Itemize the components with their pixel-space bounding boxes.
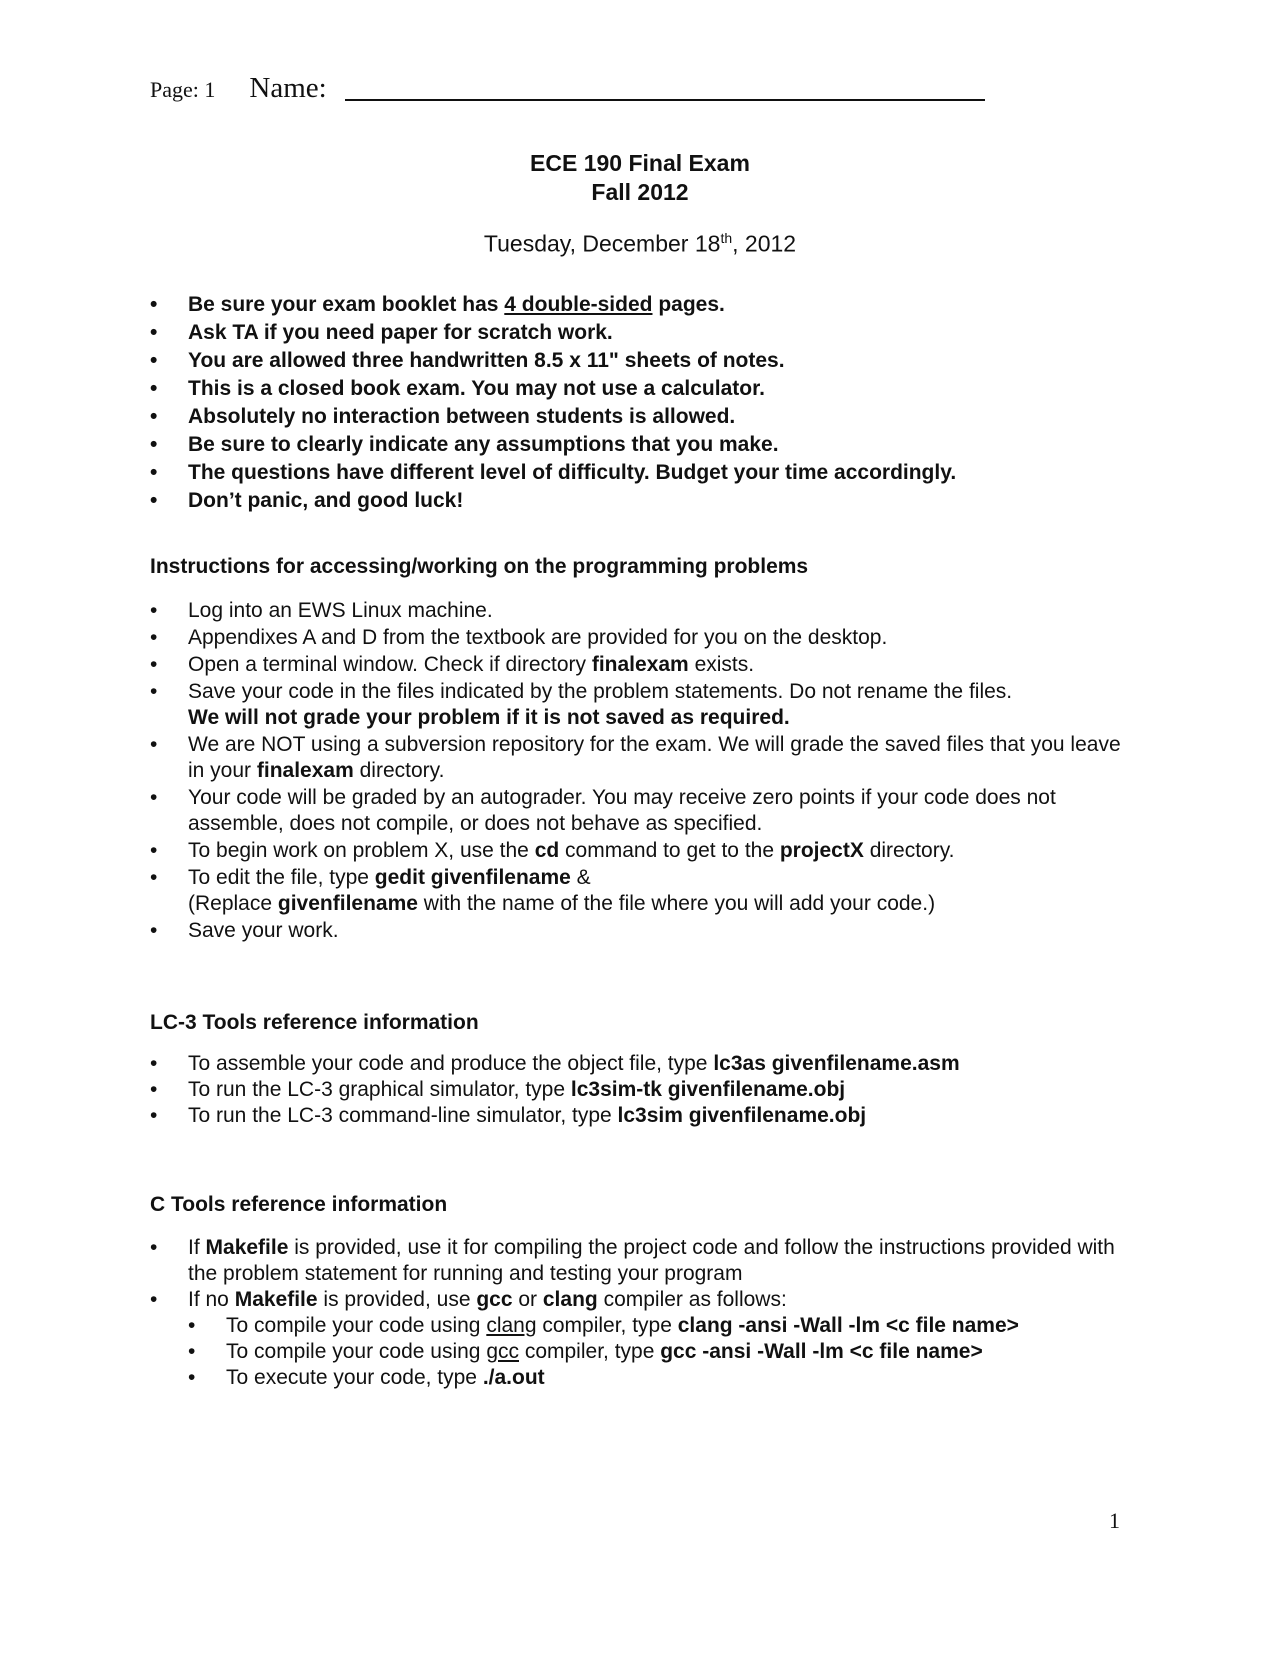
date-text: Tuesday, December 18 — [483, 230, 721, 257]
exam-title: ECE 190 Final Exam — [530, 150, 750, 176]
bullet-icon: • — [150, 461, 158, 484]
programming-instructions-list — [150, 598, 1140, 945]
bullet-icon: • — [150, 626, 158, 649]
list-item: • Your code will be graded by an autograder. You may receive zero points if your code does not assemble, does not compile, or does not behave as specified. — [150, 786, 1056, 835]
list-item: • We are NOT using a subversion repository for the exam. We will grade the saved files that you leave in your finalexam directory. — [150, 733, 1121, 782]
page-number: 1 — [1109, 1508, 1120, 1533]
bullet-icon: • — [150, 839, 158, 862]
compile-steps-list — [188, 1313, 1140, 1391]
list-item: • Log into an EWS Linux machine. — [150, 599, 493, 622]
name-label: Name: — [249, 72, 327, 104]
bullet-icon: • — [150, 733, 158, 756]
bullet-icon: • — [150, 405, 158, 428]
c-tools-heading: C Tools reference information — [150, 1193, 448, 1216]
bullet-icon: • — [150, 1288, 158, 1311]
bullet-icon: • — [150, 1236, 158, 1259]
list-item: • Be sure to clearly indicate any assumptions that you make. — [150, 431, 1140, 459]
list-item: • To execute your code, type ./a.out — [188, 1366, 545, 1389]
list-item: • To compile your code using gcc compiler, type gcc -ansi -Wall -lm <c file name> — [188, 1340, 983, 1363]
bullet-icon: • — [150, 599, 158, 622]
list-item: • The questions have different level of difficulty. Budget your time accordingly. — [150, 459, 1140, 487]
bullet-icon: • — [188, 1314, 196, 1337]
list-item: • If no Makefile is provided, use gcc or clang compiler as follows: • To compile your code using clang compiler, type clang -ansi -Wall -lm <c file name> • To compile your code using gcc compiler, type gcc -ansi -Wall -lm <c file name> • To execute your code, type ./a.out — [150, 1287, 1140, 1391]
page-label: Page: 1 — [150, 77, 216, 102]
bullet-icon: • — [150, 653, 158, 676]
list-item: • This is a closed book exam. You may not use a calculator. — [150, 375, 1140, 403]
bullet-icon: • — [188, 1366, 196, 1389]
list-item: • To compile your code using clang compiler, type clang -ansi -Wall -lm <c file name> — [188, 1314, 1019, 1337]
list-item: • Be sure your exam booklet has 4 double-sided pages. — [150, 291, 1140, 319]
bullet-icon: • — [188, 1340, 196, 1363]
bullet-icon: • — [150, 377, 158, 400]
page-header — [150, 72, 985, 105]
bullet-icon: • — [150, 1078, 158, 1101]
list-item: • To assemble your code and produce the object file, type lc3as givenfilename.asm — [150, 1052, 960, 1075]
list-item: • Ask TA if you need paper for scratch work. — [150, 319, 1140, 347]
bullet-icon: • — [150, 680, 158, 703]
list-item: • Save your work. — [150, 919, 339, 942]
list-item: • To begin work on problem X, use the cd command to get to the projectX directory. — [150, 839, 955, 862]
bullet-icon: • — [150, 349, 158, 372]
exam-title-block — [0, 149, 1280, 258]
date-year: , 2012 — [732, 230, 797, 257]
c-tools-list — [150, 1235, 1140, 1391]
list-item: • Open a terminal window. Check if directory finalexam exists. — [150, 653, 755, 676]
bullet-icon: • — [150, 786, 158, 809]
bullet-icon: • — [150, 293, 158, 316]
list-item: • If Makefile is provided, use it for compiling the project code and follow the instructions provided with the problem statement for running and testing your program — [150, 1236, 1115, 1285]
bullet-icon: • — [150, 433, 158, 456]
list-item: • Appendixes A and D from the textbook are provided for you on the desktop. — [150, 626, 888, 649]
list-item: • To run the LC-3 command-line simulator, type lc3sim givenfilename.obj — [150, 1104, 867, 1127]
list-item: • To run the LC-3 graphical simulator, type lc3sim-tk givenfilename.obj — [150, 1078, 846, 1101]
exam-term: Fall 2012 — [591, 179, 689, 205]
list-item: • You are allowed three handwritten 8.5 x 11" sheets of notes. — [150, 347, 1140, 375]
bullet-icon: • — [150, 866, 158, 889]
name-blank-line[interactable] — [345, 99, 985, 101]
list-item: • To edit the file, type gedit givenfilename & (Replace givenfilename with the name of the file where you will add your code.) — [150, 866, 936, 915]
lc3-tools-list — [150, 1051, 1140, 1129]
exam-date — [0, 230, 1280, 258]
lc3-tools-heading: LC-3 Tools reference information — [150, 1011, 479, 1034]
bullet-icon: • — [150, 321, 158, 344]
date-ordinal: th — [720, 230, 733, 246]
bullet-icon: • — [150, 919, 158, 942]
exam-rules-list — [150, 291, 1140, 515]
bullet-icon: • — [150, 1052, 158, 1075]
programming-heading: Instructions for accessing/working on the programming problems — [150, 555, 809, 578]
bullet-icon: • — [150, 489, 158, 512]
bullet-icon: • — [150, 1104, 158, 1127]
list-item: • Don’t panic, and good luck! — [150, 487, 1140, 515]
list-item: • Absolutely no interaction between students is allowed. — [150, 403, 1140, 431]
list-item: • Save your code in the files indicated by the problem statements. Do not rename the files. We will not grade your problem if it is not saved as required. — [150, 680, 1013, 729]
